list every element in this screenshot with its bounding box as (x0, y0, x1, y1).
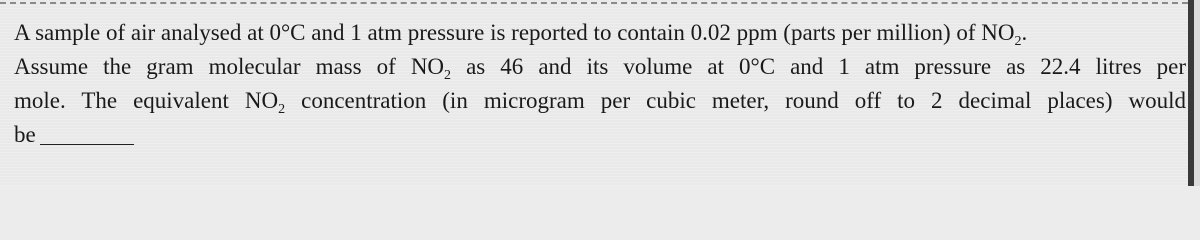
answer-blank (40, 144, 134, 145)
question-line-1-text: A sample of air analysed at 0°C and 1 atm pressure is reported to contain 0.02 ppm (parts per million) of NO (14, 20, 1015, 45)
question-line-3 (14, 84, 1186, 118)
question-line-4-text: be (14, 122, 36, 147)
question-line-1 (14, 16, 1186, 50)
no2-subscript: 2 (1014, 34, 1022, 49)
question-line-1-end: . (1021, 20, 1028, 45)
no2-subscript: 2 (444, 68, 452, 83)
question-line-3-text-b: concentration (in microgram per cubic meter, round off to 2 decimal places) would (285, 88, 1186, 113)
top-dashed-border (0, 2, 1188, 4)
no2-subscript: 2 (278, 102, 286, 117)
question-text (14, 16, 1186, 152)
question-line-2-text-a: Assume the gram molecular mass of NO (14, 54, 445, 79)
right-edge-margin (1194, 0, 1200, 186)
question-line-2-text-b: as 46 and its volume at 0°C and 1 atm pressure as 22.4 litres per (451, 54, 1186, 79)
question-line-4 (14, 118, 1186, 152)
question-line-3-text-a: mole. The equivalent NO (14, 88, 279, 113)
question-line-2 (14, 50, 1186, 84)
